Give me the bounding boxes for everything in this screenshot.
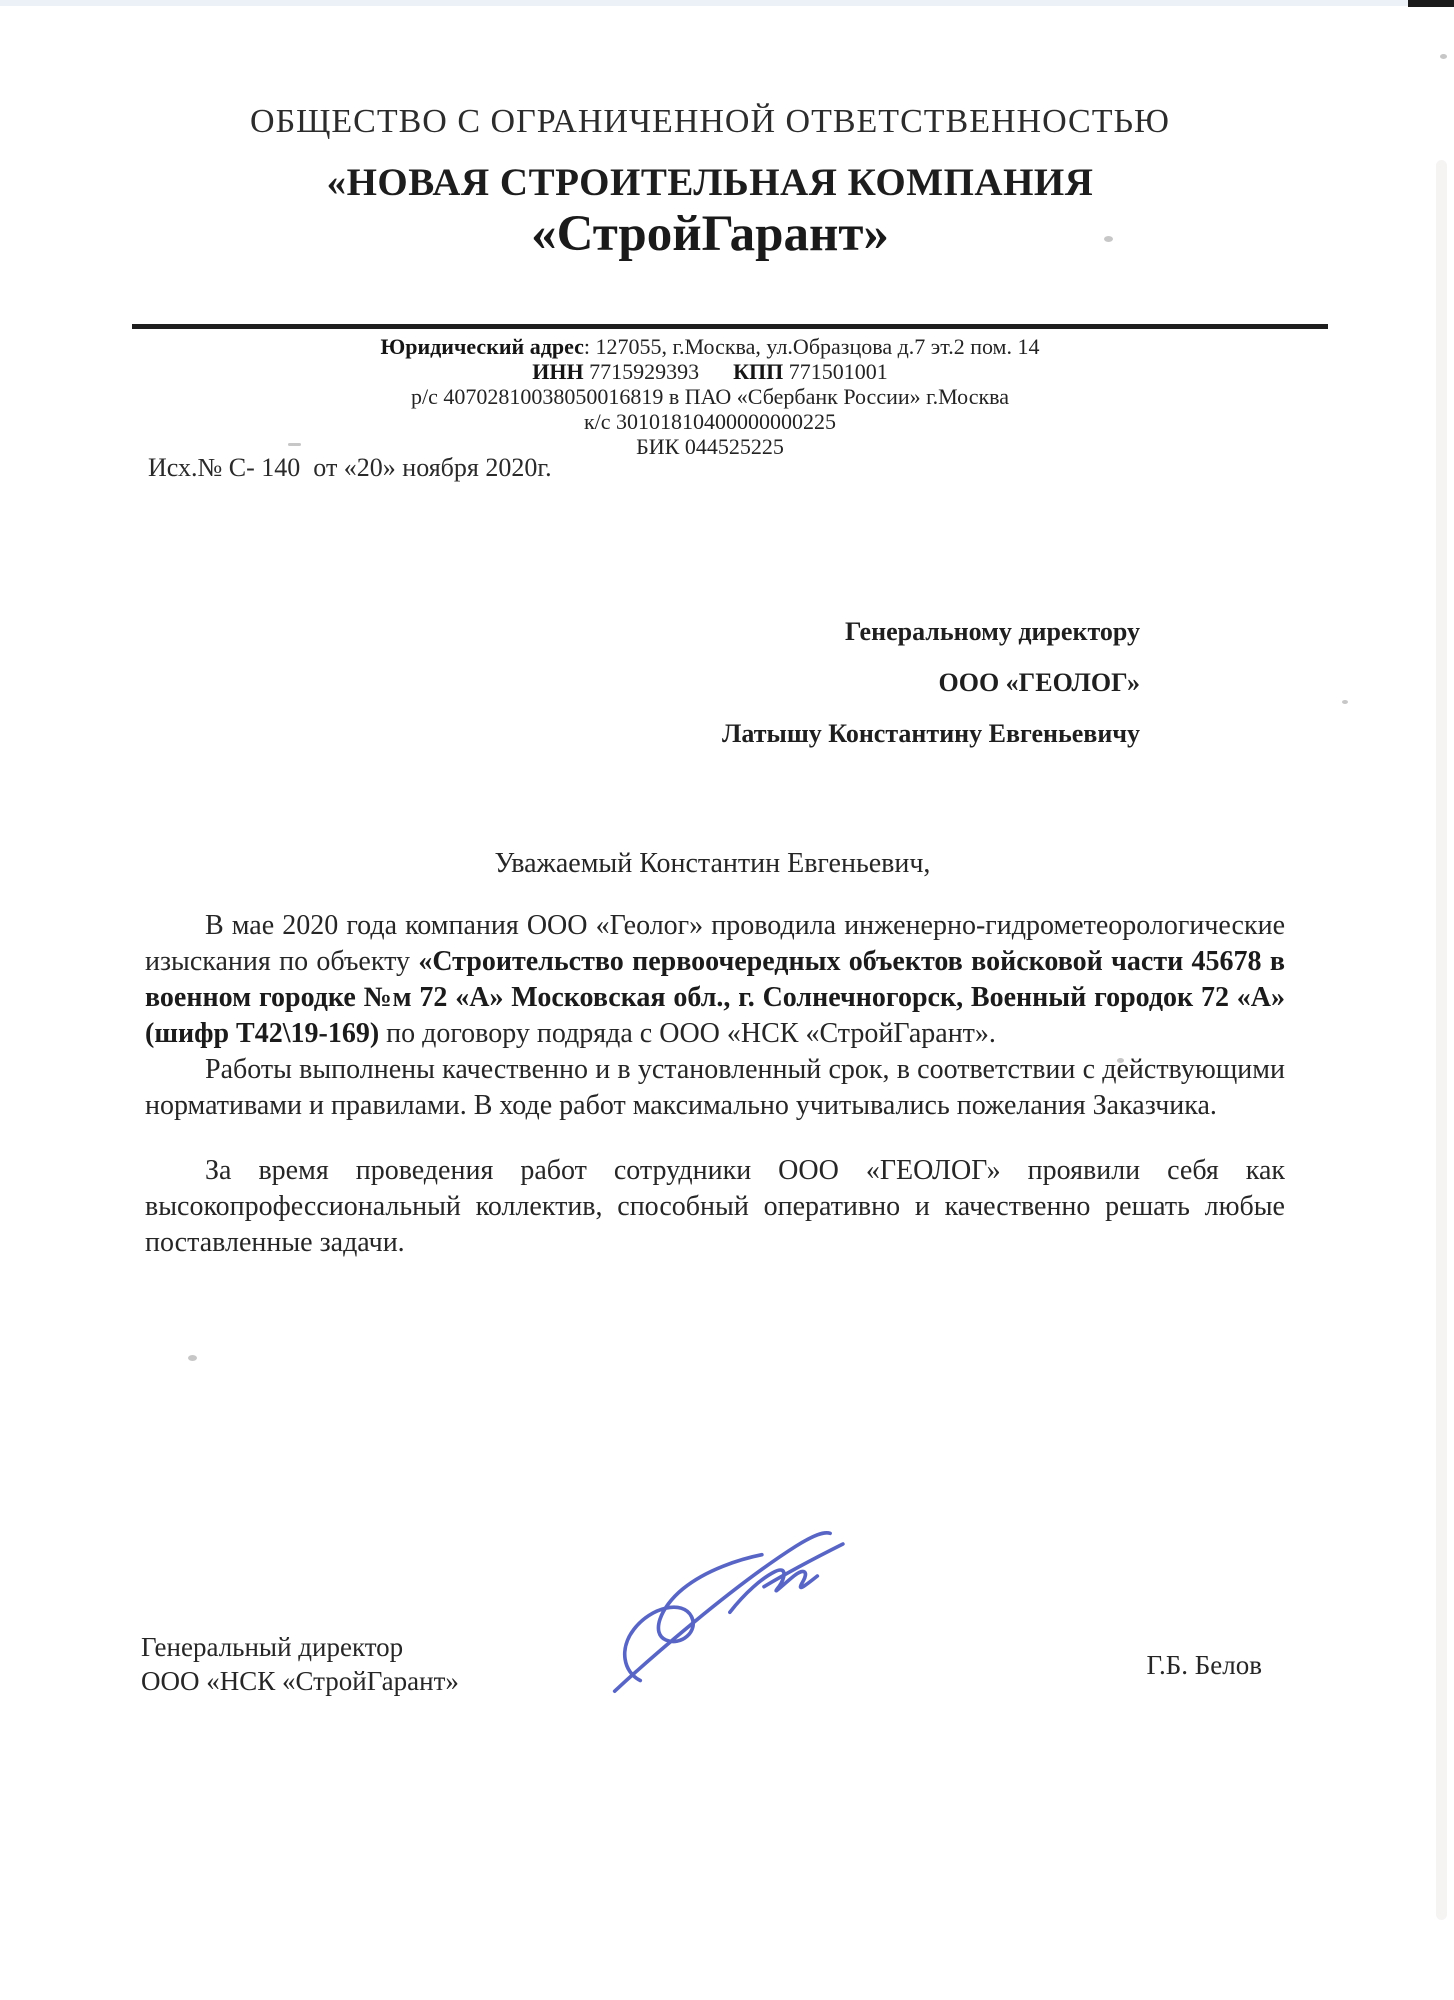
- company-name-line: «НОВАЯ СТРОИТЕЛЬНАЯ КОМПАНИЯ: [326, 161, 1094, 204]
- company-brand-name: «СтройГарант»: [531, 206, 889, 262]
- recipient-block: [500, 606, 1140, 759]
- scan-speck: [1342, 700, 1348, 704]
- letter-body: [145, 908, 1285, 1261]
- settlement-account-line: р/с 40702810038050016819 в ПАО «Сбербанк России» г.Москва: [410, 384, 1010, 409]
- recipient-name: Латышу Константину Евгеньевичу: [722, 719, 1140, 748]
- signature-ink-scribble: [604, 1522, 860, 1694]
- body-paragraph-1-bold: «Строительство первоочередных объектов войсковой части 45678 в военном городке №м 72 «А» Московская обл., г. Солнечногорск, Военный городок 72 «А» (шифр Т42\19-169): [145, 946, 1286, 1049]
- signatory-name: Г.Б. Белов: [1146, 1650, 1262, 1680]
- inn-value: 7715929393: [589, 359, 700, 384]
- letterhead-contacts: [0, 334, 1420, 459]
- bik-line: БИК 044525225: [636, 434, 784, 459]
- kpp-value: 771501001: [788, 359, 888, 384]
- scan-edge-tint-top: [0, 0, 1454, 6]
- recipient-position: Генеральному директору: [844, 617, 1140, 646]
- scan-artifact-corner-strip: [1408, 0, 1454, 7]
- body-paragraph-1: В мае 2020 года компания ООО «Геолог» проводила инженерно-гидрометеорологические изыскания по объекту «Строительство первоочередных объектов войсковой части 45678 в военном городке №м 72 «А» Московская обл., г. Солнечногорск, Военный городок 72 «А» (шифр Т42\19-169) по договору подряда с ООО «НСК «СтройГарант».: [145, 910, 1286, 1049]
- salutation-line: Уважаемый Константин Евгеньевич,: [494, 848, 931, 879]
- letterhead-rule: [132, 324, 1328, 329]
- scan-speck: [188, 1355, 197, 1361]
- scan-speck: [1440, 54, 1447, 59]
- body-paragraph-3: За время проведения работ сотрудники ООО «ГЕОЛОГ» проявили себя как высокопрофессиональный коллектив, способный оперативно и качественно решать любые поставленные задачи.: [145, 1155, 1285, 1258]
- scan-fold-shadow: [1436, 160, 1447, 1920]
- kpp-label: КПП: [733, 359, 784, 384]
- recipient-company: ООО «ГЕОЛОГ»: [938, 668, 1140, 697]
- corr-account-line: к/с 30101810400000000225: [583, 409, 837, 434]
- inn-label: ИНН: [532, 359, 584, 384]
- body-paragraph-2: Работы выполнены качественно и в установленный срок, в соответствии с действующими нормативами и правилами. В ходе работ максимально учитывались пожелания Заказчика.: [145, 1054, 1285, 1121]
- org-type-line: ОБЩЕСТВО С ОГРАНИЧЕННОЙ ОТВЕТСТВЕННОСТЬЮ: [250, 103, 1170, 140]
- signatory-company: ООО «НСК «СтройГарант»: [141, 1666, 459, 1696]
- legal-address-line: Юридический адрес: 127055, г.Москва, ул.Образцова д.7 эт.2 пом. 14: [380, 334, 1040, 359]
- legal-address-label: Юридический адрес: [380, 334, 584, 359]
- outgoing-number-line: Исх.№ С- 140 от «20» ноября 2020г.: [148, 453, 552, 482]
- signatory-title: Генеральный директор: [141, 1632, 404, 1662]
- inn-kpp-line: [0, 359, 1420, 384]
- signatory-title-block: [141, 1630, 459, 1698]
